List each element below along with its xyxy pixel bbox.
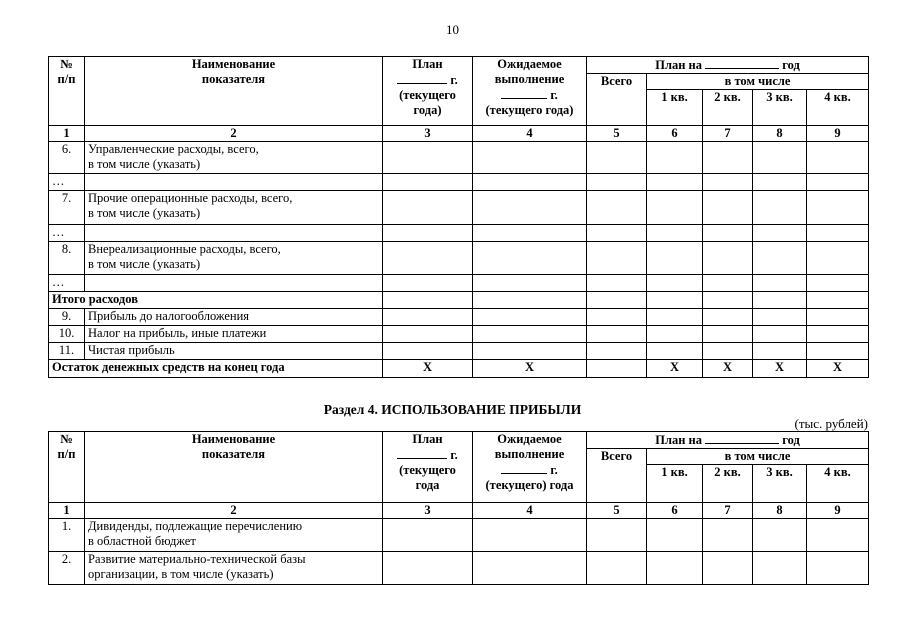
table-row: 9. Прибыль до налогообложения [49, 309, 869, 326]
table-row: 11. Чистая прибыль [49, 343, 869, 360]
header-plan-on: План на год [587, 432, 869, 449]
header-num: № п/п [49, 57, 85, 126]
header-num: № п/п [49, 432, 85, 503]
table-row: … [49, 275, 869, 292]
header-name: Наименование показателя [85, 57, 383, 126]
header-q3: 3 кв. [753, 90, 807, 126]
section-title: Раздел 4. ИСПОЛЬЗОВАНИЕ ПРИБЫЛИ [323, 402, 582, 417]
units-label: (тыс. рублей) [794, 416, 868, 431]
table-row: 8. Внереализационные расходы, всего, в том числе (указать) [49, 242, 869, 275]
table-row: 2. Развитие материально-технической базы организации, в том числе (указать) [49, 552, 869, 585]
header-expected: Ожидаемое выполнение г. (текущего года) [473, 57, 587, 126]
header-total: Всего [587, 449, 647, 503]
finance-table-expenses [48, 56, 869, 378]
column-numbers-row: 1 2 3 4 5 6 7 8 9 [49, 126, 869, 142]
header-expected: Ожидаемое выполнение г. (текущего) года [473, 432, 587, 503]
header-name: Наименование показателя [85, 432, 383, 503]
table-row: 10. Налог на прибыль, иные платежи [49, 326, 869, 343]
header-q4: 4 кв. [807, 90, 869, 126]
header-including: в том числе [647, 449, 869, 465]
column-numbers-row: 1 2 3 4 5 6 7 8 9 [49, 503, 869, 519]
table-row: 1. Дивиденды, подлежащие перечислению в областной бюджет [49, 519, 869, 552]
header-plan: План г. (текущего года) [383, 57, 473, 126]
header-q3: 3 кв. [753, 465, 807, 503]
table-row: … [49, 174, 869, 191]
header-plan-on: План на год [587, 57, 869, 74]
balance-row: Остаток денежных средств на конец года X X X X X X [49, 360, 869, 378]
header-total: Всего [587, 74, 647, 126]
header-q2: 2 кв. [703, 465, 753, 503]
header-plan: План г. (текущего года [383, 432, 473, 503]
header-q4: 4 кв. [807, 465, 869, 503]
header-q1: 1 кв. [647, 465, 703, 503]
finance-table-profit-use [48, 431, 869, 585]
table-row: … [49, 225, 869, 242]
header-q2: 2 кв. [703, 90, 753, 126]
header-q1: 1 кв. [647, 90, 703, 126]
header-including: в том числе [647, 74, 869, 90]
table-row: 6. Управленческие расходы, всего, в том числе (указать) [49, 142, 869, 174]
table-row: 7. Прочие операционные расходы, всего, в том числе (указать) [49, 191, 869, 225]
page-number: 10 [446, 22, 459, 37]
total-expenses-row: Итого расходов [49, 292, 869, 309]
